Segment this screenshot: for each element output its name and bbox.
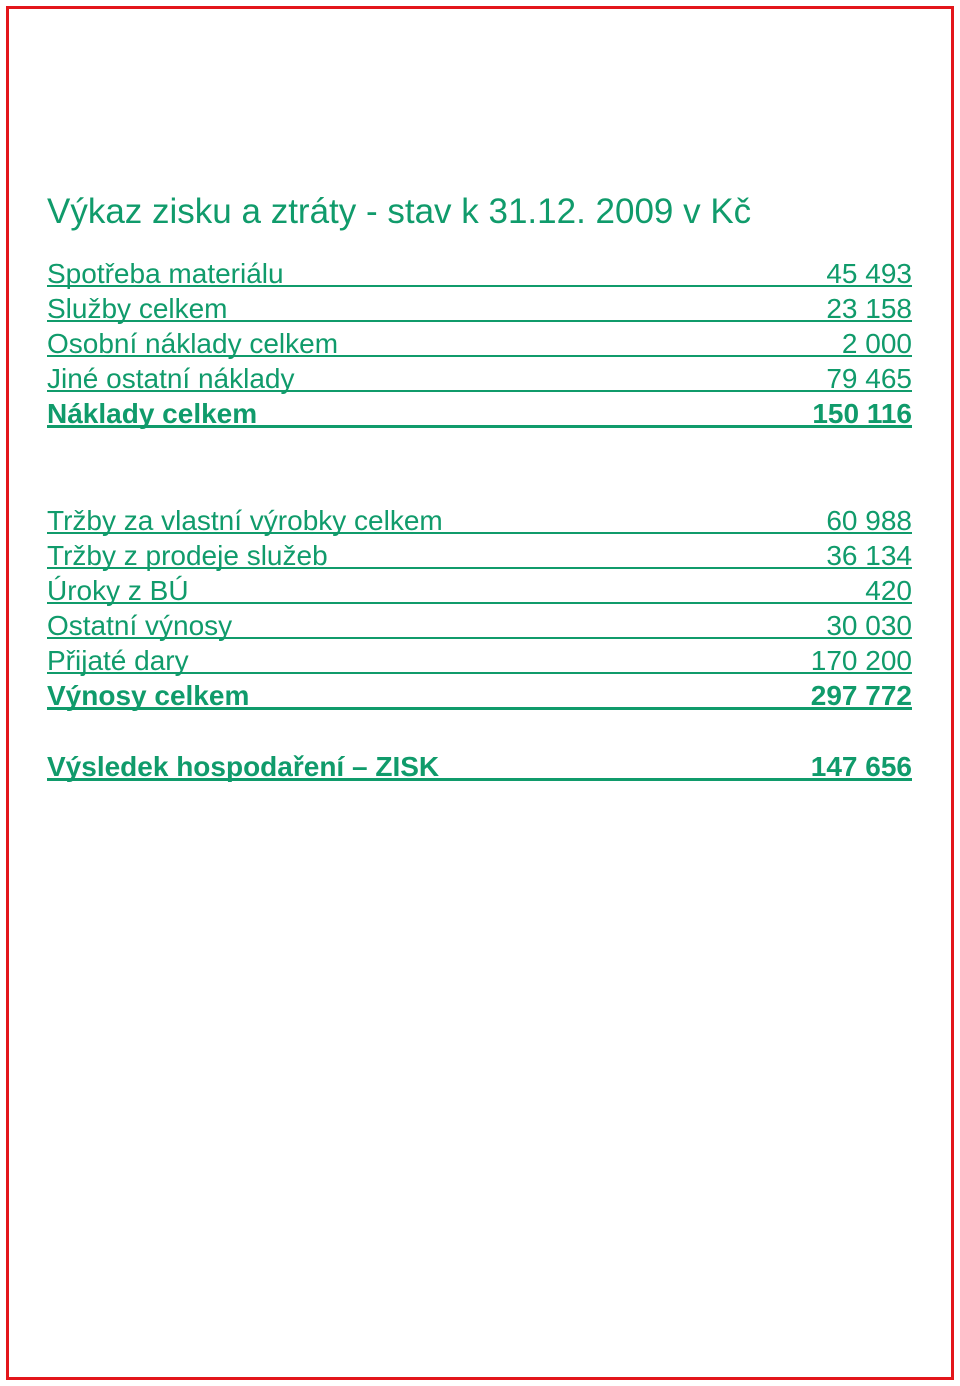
row-label: Výsledek hospodaření – ZISK <box>47 751 440 782</box>
row-value: 2 000 <box>841 328 912 359</box>
row-value: 45 493 <box>826 258 912 289</box>
row-label: Tržby za vlastní výrobky celkem <box>47 505 443 536</box>
row-label: Služby celkem <box>47 293 228 324</box>
row-value: 147 656 <box>810 751 912 782</box>
row-label: Tržby z prodeje služeb <box>47 540 328 571</box>
row-label: Úroky z BÚ <box>47 575 189 606</box>
revenue-row <box>47 639 912 674</box>
revenue-row <box>47 499 912 534</box>
revenue-row <box>47 604 912 639</box>
cost-row <box>47 287 912 322</box>
row-value: 30 030 <box>826 610 912 641</box>
income-statement-table <box>47 252 912 781</box>
report-title: Výkaz zisku a ztráty - stav k 31.12. 2009 v Kč <box>47 192 752 231</box>
row-value: 297 772 <box>810 680 912 711</box>
row-label: Přijaté dary <box>47 645 189 676</box>
cost-row <box>47 322 912 357</box>
row-value: 79 465 <box>826 363 912 394</box>
cost-row <box>47 252 912 287</box>
result-row <box>47 745 912 781</box>
row-label: Ostatní výnosy <box>47 610 233 641</box>
row-value: 150 116 <box>812 398 912 429</box>
costs-total-row <box>47 392 912 428</box>
cost-row <box>47 357 912 392</box>
revenues-total-row <box>47 674 912 710</box>
row-label: Jiné ostatní náklady <box>47 363 295 394</box>
row-label: Náklady celkem <box>47 398 258 429</box>
row-label: Osobní náklady celkem <box>47 328 339 359</box>
row-value: 420 <box>865 575 912 606</box>
row-value: 170 200 <box>810 645 912 676</box>
row-value: 23 158 <box>826 293 912 324</box>
row-value: 60 988 <box>826 505 912 536</box>
revenue-row <box>47 534 912 569</box>
row-value: 36 134 <box>826 540 912 571</box>
row-label: Výnosy celkem <box>47 680 250 711</box>
revenue-row <box>47 569 912 604</box>
row-label: Spotřeba materiálu <box>47 258 284 289</box>
